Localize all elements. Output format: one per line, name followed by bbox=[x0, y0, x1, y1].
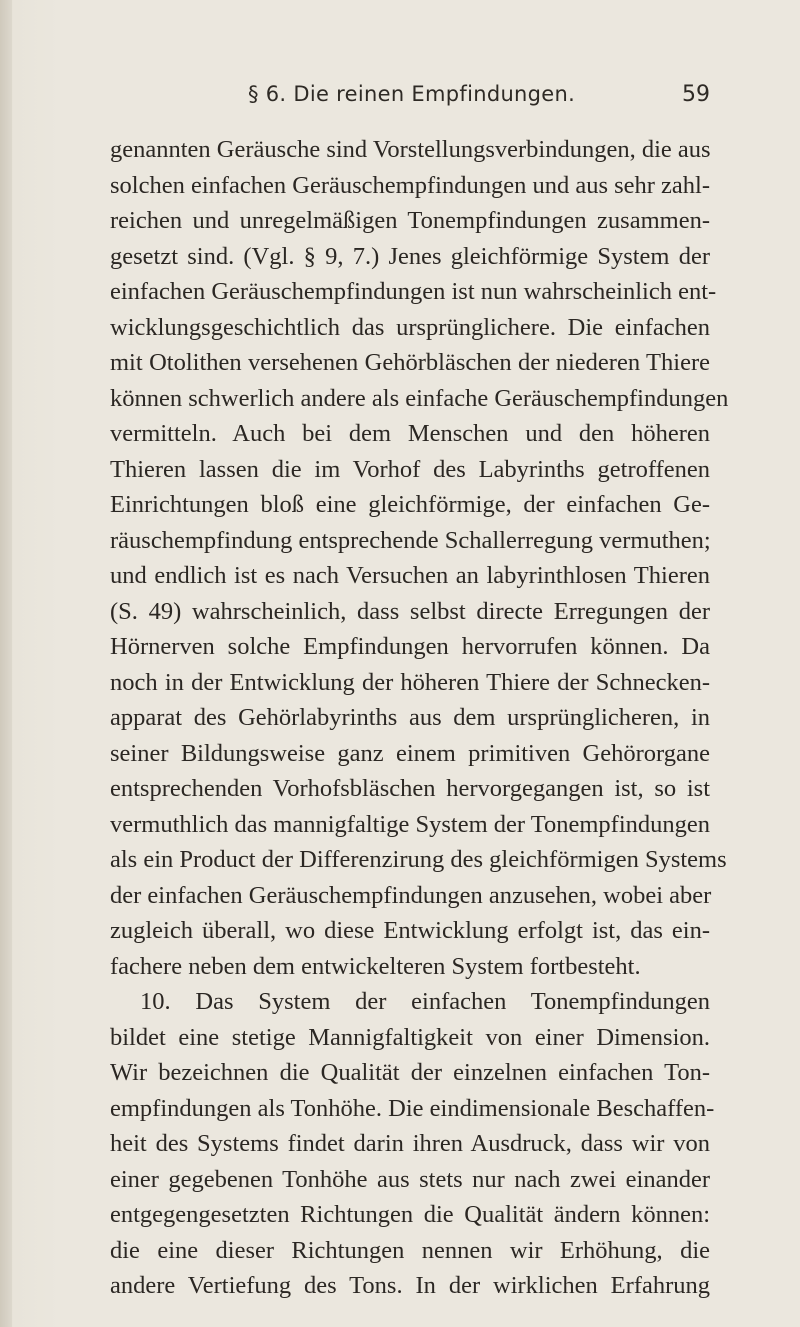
text-line: der einfachen Geräuschempfindungen anzusehen, wobei aber bbox=[110, 881, 712, 909]
text-line: vermitteln. Auch bei dem Menschen und den höheren bbox=[110, 420, 710, 447]
text-line: empfindungen als Tonhöhe. Die eindimensionale Beschaffen- bbox=[110, 1094, 715, 1122]
text-line: (S. 49) wahrscheinlich, dass selbst directe Erregungen der bbox=[110, 597, 710, 625]
text-line: gesetzt sind. (Vgl. § 9, 7.) Jenes gleichförmige System der bbox=[110, 242, 710, 270]
text-line: apparat des Gehörlabyrinths aus dem ursprünglicheren, in bbox=[110, 704, 710, 731]
text-line: und endlich ist es nach Versuchen an labyrinthlosen Thieren bbox=[110, 562, 710, 589]
text-line: entsprechenden Vorhofsbläschen hervorgegangen ist, so ist bbox=[110, 775, 710, 802]
text-line: solchen einfachen Geräuschempfindungen und aus sehr zahl- bbox=[110, 171, 711, 199]
text-line: reichen und unregelmäßigen Tonempfindungen zusammen- bbox=[110, 207, 710, 234]
section-heading-line: 10. Das System der einfachen Tonempfindungen bbox=[140, 988, 710, 1015]
page-number: 59 bbox=[682, 82, 710, 107]
text-line: zugleich überall, wo diese Entwicklung erfolgt ist, das ein- bbox=[110, 917, 710, 944]
text-line: die eine dieser Richtungen nennen wir Erhöhung, die bbox=[110, 1236, 710, 1264]
running-header-title: § 6. Die reinen Empfindungen. bbox=[248, 82, 576, 106]
text-line: Wir bezeichnen die Qualität der einzelnen einfachen Ton- bbox=[110, 1059, 710, 1086]
text-line: einfachen Geräuschempfindungen ist nun wahrscheinlich ent- bbox=[110, 278, 717, 305]
text-line: können schwerlich andere als einfache Geräuschempfindungen bbox=[110, 384, 729, 412]
text-line: andere Vertiefung des Tons. In der wirklichen Erfahrung bbox=[110, 1272, 710, 1299]
text-line: Thieren lassen die im Vorhof des Labyrinths getroffenen bbox=[110, 455, 710, 483]
body-text bbox=[110, 132, 729, 1304]
text-line: seiner Bildungsweise ganz einem primitiven Gehörorgane bbox=[110, 739, 710, 767]
text-line: Hörnerven solche Empfindungen hervorrufen können. Da bbox=[110, 633, 710, 660]
text-line: heit des Systems findet darin ihren Ausdruck, dass wir von bbox=[110, 1130, 710, 1157]
text-line: als ein Product der Differenzirung des gleichförmigen Systems bbox=[110, 846, 727, 873]
text-line: bildet eine stetige Mannigfaltigkeit von einer Dimension. bbox=[110, 1023, 710, 1051]
text-line: genannten Geräusche sind Vorstellungsverbindungen, die aus bbox=[110, 136, 711, 163]
running-header bbox=[248, 82, 710, 112]
text-line: mit Otolithen versehenen Gehörbläschen der niederen Thiere bbox=[110, 349, 710, 376]
text-line: räuschempfindung entsprechende Schallerregung vermuthen; bbox=[110, 526, 711, 554]
text-line: entgegengesetzten Richtungen die Qualität ändern können: bbox=[110, 1201, 710, 1228]
text-line: noch in der Entwicklung der höheren Thiere der Schnecken- bbox=[110, 668, 710, 696]
text-line: vermuthlich das mannigfaltige System der Tonempfindungen bbox=[110, 810, 710, 838]
text-line: fachere neben dem entwickelteren System fortbesteht. bbox=[110, 952, 641, 980]
text-line: wicklungsgeschichtlich das ursprünglichere. Die einfachen bbox=[110, 313, 710, 341]
text-line: einer gegebenen Tonhöhe aus stets nur nach zwei einander bbox=[110, 1165, 710, 1193]
page-gutter-shadow bbox=[0, 0, 12, 1327]
text-line: Einrichtungen bloß eine gleichförmige, der einfachen Ge- bbox=[110, 491, 710, 518]
